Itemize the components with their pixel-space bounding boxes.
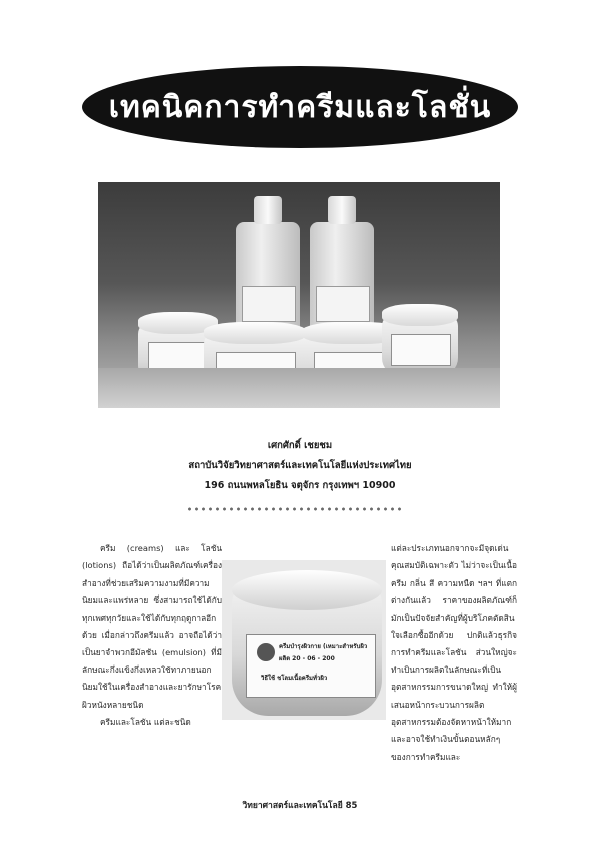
- paragraph: แต่ละประเภทนอกจากจะมีจุดเด่นคุณสมบัติเฉพาะตัว ไม่ว่าจะเป็นเนื้อครีม กลิ่น สี ความหนืด ฯลฯ ที่แตกต่างกันแล้ว ราคาของผลิตภัณฑ์ก็มักเป็นปัจจัยสำคัญที่ผู้บริโภคตัดสินใจเลือกซื้ออีกด้วย ปกติแล้วธุรกิจการทำครีมและโลชัน ส่วนใหญ่จะทำเป็นการผลิตในลักษณะที่เป็นอุตสาหกรรมการขนาดใหญ่ ทำให้ผู้เสนอหน้ากระบวนการผลิตอุตสาหกรรมต้องจัดหาหน้าให้มาก และอาจใช้ทำเงินขั้นตอนหลักๆ ของการทำครีมและ: [391, 543, 517, 762]
- author-name: เศกศักดิ์ เชยชม: [267, 440, 333, 451]
- jar-label-line: ครีมบำรุงผิวกาย (เหมาะสำหรับผิว: [279, 643, 368, 650]
- author-address: 196 ถนนพหลโยธิน จตุจักร กรุงเทพฯ 10900: [204, 480, 396, 491]
- body-column-right: [391, 540, 517, 766]
- table-surface: [98, 368, 500, 408]
- paragraph: ครีม (creams) และ โลชัน (lotions) ถือได้ว่าเป็นผลิตภัณฑ์เครื่องสำอางที่ช่วยเสริมความงามที่มีความนิยมและแพร่หลาย ซึ่งสามารถใช้ได้กับทุกเพศทุกวัยและใช้ได้กับทุกฤดูกาลอีกด้วย เมื่อกล่าวถึงครีมแล้ว อาจถือได้ว่าเป็นยาจำพวกอีมัลชัน (emulsion) ที่มีลักษณะกึ่งแข็งกึ่งเหลวใช้ทาภายนอกนิยมใช้ในเครื่องสำอางและยารักษาโรคผิวหนังหลายชนิด: [82, 543, 222, 710]
- jar-label-line: ผลิต 20 - 06 - 200: [279, 655, 335, 662]
- bottle-label: [316, 286, 370, 322]
- title-banner: [82, 66, 518, 148]
- jar-label-line: วิธีใช้ ชโลมเนื้อครีมทั่วผิว: [261, 675, 328, 682]
- page-title: เทคนิคการทำครีมและโลชั่น: [108, 89, 492, 125]
- jar-lid: [382, 304, 458, 326]
- jar-label: [391, 334, 451, 366]
- dotted-divider: [186, 507, 402, 511]
- paragraph: ครีมและโลชัน แต่ละชนิด: [100, 717, 191, 728]
- bottle-cap: [254, 196, 282, 224]
- jar-lid: [232, 570, 382, 610]
- bottle-label: [242, 286, 296, 322]
- jar-label: [246, 634, 376, 698]
- product-photo-top: [98, 182, 500, 408]
- page-footer: วิทยาศาสตร์และเทคโนโลยี 85: [242, 801, 358, 811]
- jar-lid: [204, 322, 306, 344]
- body-column-left: [82, 540, 222, 731]
- cream-jar: [382, 314, 458, 376]
- logo-icon: [257, 643, 275, 661]
- bottle-cap: [328, 196, 356, 224]
- author-block: [120, 436, 480, 496]
- author-affiliation: สถาบันวิจัยวิทยาศาสตร์และเทคโนโลยีแห่งประเทศไทย: [188, 460, 412, 471]
- cream-jar-large: [232, 578, 382, 716]
- product-photo-jar: [222, 560, 386, 720]
